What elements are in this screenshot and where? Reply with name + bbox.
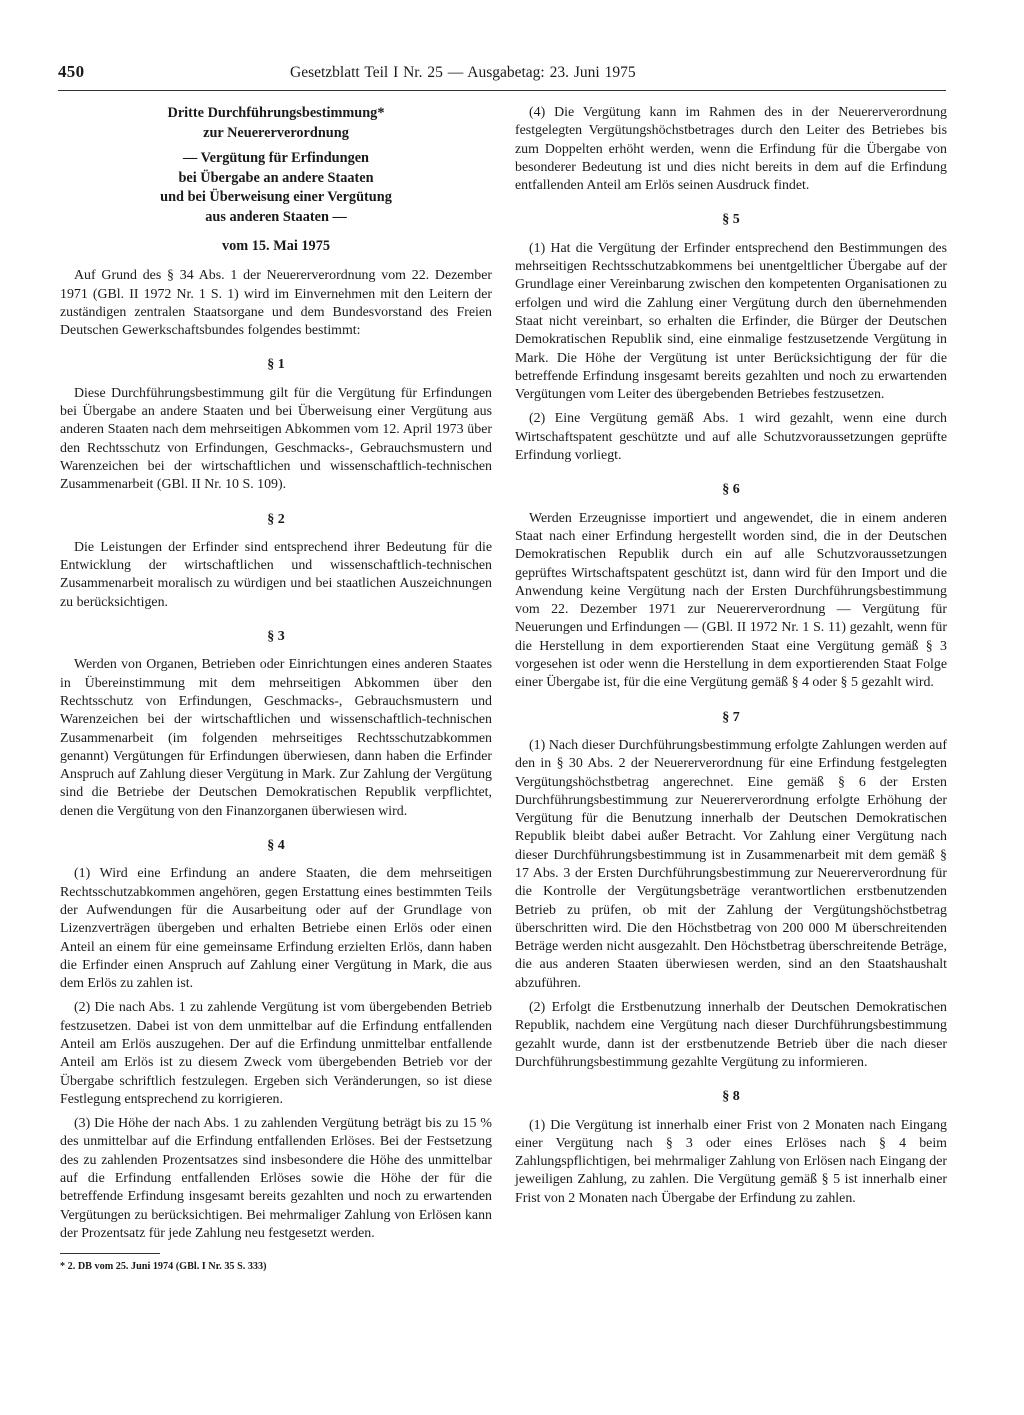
section-4-para-2: (2) Die nach Abs. 1 zu zahlende Vergütung ist vom übergebenden Betrieb festzusetzen. Dabei ist von dem unmittelbar auf die Erfindung entfallenden Anteil am Erlös auszugehen. Der auf die Erfindung unmittelbar entfallende Anteil am Erlös ist zu diesem Zweck vom übergebenden Betrieb vor der Übergabe schriftlich festzulegen. Ergeben sich Veränderungen, so ist diese Festlegung entsprechend zu korrigieren. — [60, 1000, 492, 1107]
section-5-para-2: (2) Eine Vergütung gemäß Abs. 1 wird gezahlt, wenn eine durch Wirtschaftspatent geschützte und auf alle Schutzvoraussetzungen geprüfte Erfindung vorliegt. — [515, 411, 947, 464]
title-line: Dritte Durchführungsbestimmung* — [167, 105, 385, 121]
section-6-text: Werden Erzeugnisse importiert und angewendet, die in einem anderen Staat nach einer Erfindung hergestellt worden sind, die in der Deutschen Demokratischen Republik durch ein auf alle Schutzvoraussetzungen geprüftes Wirtschaftspatent geschützt ist, dann wird für den Import und die Anwendung keine Vergütung nach der Ersten Durchführungsbestimmung vom 22. Dezember 1971 zur Neuererverordnung — Vergütung für Neuerungen und Erfindungen — (GBl. II 1972 Nr. 1 S. 11) gezahlt, wenn für die Herstellung in dem exportierenden Staat eine Vergütung gemäß § 3 vorgesehen ist oder wenn die Herstellung in dem exportierenden Staat Folge einer Übergabe ist, für die eine Vergütung gemäß § 4 oder § 5 gezahlt wird. — [515, 510, 947, 691]
preamble: Auf Grund des § 34 Abs. 1 der Neuererverordnung vom 22. Dezember 1971 (GBl. II 1972 Nr. 1 S. 1) wird im Einvernehmen mit den Leitern der zuständigen zentralen Staatsorgane und dem Bundesvorstand des Freien Deutschen Gewerkschaftsbundes folgendes bestimmt: — [60, 268, 492, 339]
title-line: und bei Überweisung einer Vergütung — [160, 189, 392, 205]
title-line: aus anderen Staaten — — [205, 208, 347, 225]
right-column — [515, 104, 947, 1214]
left-column — [60, 104, 492, 1273]
header-divider — [58, 90, 946, 91]
section-1-text: Diese Durchführungsbestimmung gilt für die Vergütung für Erfindungen bei Übergabe an andere Staaten und bei Überweisung einer Vergütung aus anderen Staaten nach dem mehrseitigen Abkommen vom 12. April 1973 über den Rechtsschutz von Erfindungen, Geschmacks-, Gebrauchsmustern und Warenzeichen bei der wirtschaftlichen und wissenschaftlich-technischen Zusammenarbeit (GBl. II Nr. 10 S. 109). — [60, 385, 492, 493]
section-7-para-2: (2) Erfolgt die Erstbenutzung innerhalb der Deutschen Demokratischen Republik, nachdem eine Vergütung nach dieser Durchführungsbestimmung gezahlt wurde, dann ist der erstbenutzende Betrieb über die nach dieser Durchführungsbestimmung gezahlte Vergütung zu informieren. — [515, 1000, 947, 1070]
title-line: zur Neuererverordnung — [203, 124, 349, 141]
gazette-header: Gesetzblatt Teil I Nr. 25 — Ausgabetag: 23. Juni 1975 — [290, 64, 636, 81]
section-heading-5: § 5 — [722, 212, 740, 228]
section-7-para-1: (1) Nach dieser Durchführungsbestimmung erfolgte Zahlungen werden auf den in § 30 Abs. 2 der Neuererverordnung für eine Erfindung festgelegten Vergütungshöchstbetrag angerechnet. Eine gemäß § 6 der Ersten Durchführungsbestimmung zur Neuererverordnung erfolgte Erhöhung der Vergütung für die Benutzung innerhalb der Deutschen Demokratischen Republik bleibt dabei außer Betracht. Vor Zahlung einer Vergütung nach dieser Durchführungsbestimmung ist in Zusammenarbeit mit dem gemäß § 17 Abs. 3 der Ersten Durchführungsbestimmung zur Neuererverordnung für die Kontrolle der Vergütungsbeträge verantwortlichen erstbenutzenden Betrieb zu prüfen, ob mit der Zahlung der Vergütungshöchstbetrag überschritten wird. Die den Höchstbetrag von 200 000 M überschreitenden Beträge werden nicht ausgezahlt. Den Höchstbetrag überschreitende Beträge, die aus anderen Staaten überwiesen werden, sind an den Staatshaushalt abzuführen. — [515, 737, 947, 991]
section-heading-7: § 7 — [722, 709, 740, 725]
section-heading-2: § 2 — [267, 511, 285, 527]
title-line: bei Übergabe an andere Staaten — [178, 169, 374, 186]
section-heading-4: § 4 — [267, 838, 285, 854]
decree-date: vom 15. Mai 1975 — [221, 238, 330, 254]
section-5-para-1: (1) Hat die Vergütung der Erfinder entsprechend den Bestimmungen des mehrseitigen Rechtsschutzabkommens bei unentgeltlicher Übergabe auf der Grundlage einer Vereinbarung zwischen den kompetenten Organisationen zu erfolgen und wird die Zahlung einer Vergütung durch den übernehmenden Staat nicht vereinbart, so erhalten die Erfinder, die Bürger der Deutschen Demokratischen Republik sind, eine einmalige festzusetzende Vergütung in Mark. Die Höhe der Vergütung ist unter Berücksichtigung der für die betreffende Erfindung insgesamt bereits gezahlten und noch zu erwartenden Vergütungen vom Leiter des übergebenden Betriebes festzusetzen. — [515, 240, 947, 403]
footnote: * 2. DB vom 25. Juni 1974 (GBl. I Nr. 35 S. 333) — [60, 1261, 267, 1273]
section-heading-1: § 1 — [267, 357, 285, 373]
section-4-para-3: (3) Die Höhe der nach Abs. 1 zu zahlenden Vergütung beträgt bis zu 15 % des unmittelbar auf die Erfindung entfallenden Erlöses. Bei der Festsetzung des zu zahlenden Prozentsatzes sind insbesondere die Höhe des unmittelbar auf die Erfindung entfallenden Erlöses sowie die Höhe der für die betreffende Erfindung insgesamt bereits gezahlten und noch zu erwartenden Vergütungen zu berücksichtigen. Bei mehrmaliger Zahlung von Erlösen kann der Prozentsatz für jede Zahlung neu festgesetzt werden. — [60, 1116, 492, 1241]
section-4-para-1: (1) Wird eine Erfindung an andere Staaten, die dem mehrseitigen Rechtsschutzabkommen angehören, gegen Erstattung eines bestimmten Teils der Aufwendungen für die Ausarbeitung oder auf der Grundlage von Lizenzverträgen übergeben und erhalten Betriebe einen Erlös oder einen Anteil an einem für eine gemeinsame Erfindung erzielten Erlös, dann haben die Erfinder einen Anspruch auf Zahlung einer Vergütung in Mark, die aus dem Erlös zu zahlen ist. — [60, 866, 492, 992]
section-8-text: (1) Die Vergütung ist innerhalb einer Frist von 2 Monaten nach Eingang einer Vergütung nach § 3 oder eines Erlöses nach § 4 beim Zahlungspflichtigen, bei mehrmaliger Zahlung von Erlösen nach Eingang der jeweiligen Zahlung, zu zahlen. Die Vergütung gemäß § 5 ist innerhalb einer Frist von 2 Monaten nach Übergabe der Erfindung zu zahlen. — [515, 1117, 947, 1206]
section-heading-6: § 6 — [722, 482, 740, 498]
decree-title — [60, 104, 492, 227]
section-2-text: Die Leistungen der Erfinder sind entsprechend ihrer Bedeutung für die Entwicklung der wirtschaftlichen und wissenschaftlich-technischen Zusammenarbeit moralisch zu würdigen und bei staatlichen Auszeichnungen zu berücksichtigen. — [60, 539, 492, 610]
section-heading-3: § 3 — [267, 629, 285, 645]
title-line: — Vergütung für Erfindungen — [182, 150, 370, 166]
section-heading-8: § 8 — [722, 1089, 740, 1105]
section-3-text: Werden von Organen, Betrieben oder Einrichtungen eines anderen Staates in Übereinstimmung mit dem mehrseitigen Abkommen über den Rechtsschutz von Erfindungen, Geschmacks-, Gebrauchsmustern und Warenzeichen bei der wirtschaftlichen und wissenschaftlich-technischen Zusammenarbeit (im folgenden mehrseitiges Rechtsschutzabkommen genannt) Vergütungen für Erfindungen überwiesen, dann haben die Erfinder Anspruch auf Zahlung dieser Vergütung in Mark. Zur Zahlung der Vergütung sind die Betriebe der Deutschen Demokratischen Republik verpflichtet, denen die Vergütung von den Finanzorganen überwiesen wird. — [60, 657, 492, 819]
footnote-divider — [60, 1253, 160, 1254]
page-number: 450 — [58, 62, 85, 81]
section-4-para-4: (4) Die Vergütung kann im Rahmen des in der Neuererverordnung festgelegten Vergütungshöchstbetrages durch den Leiter des Betriebes bis zum Doppelten erhöht werden, wenn die Erfindung für die Übergabe von besonderer Bedeutung ist und dies nicht bereits in dem auf die Erfindung entfallenden Anteil am Erlös seinen Ausdruck findet. — [515, 105, 947, 194]
